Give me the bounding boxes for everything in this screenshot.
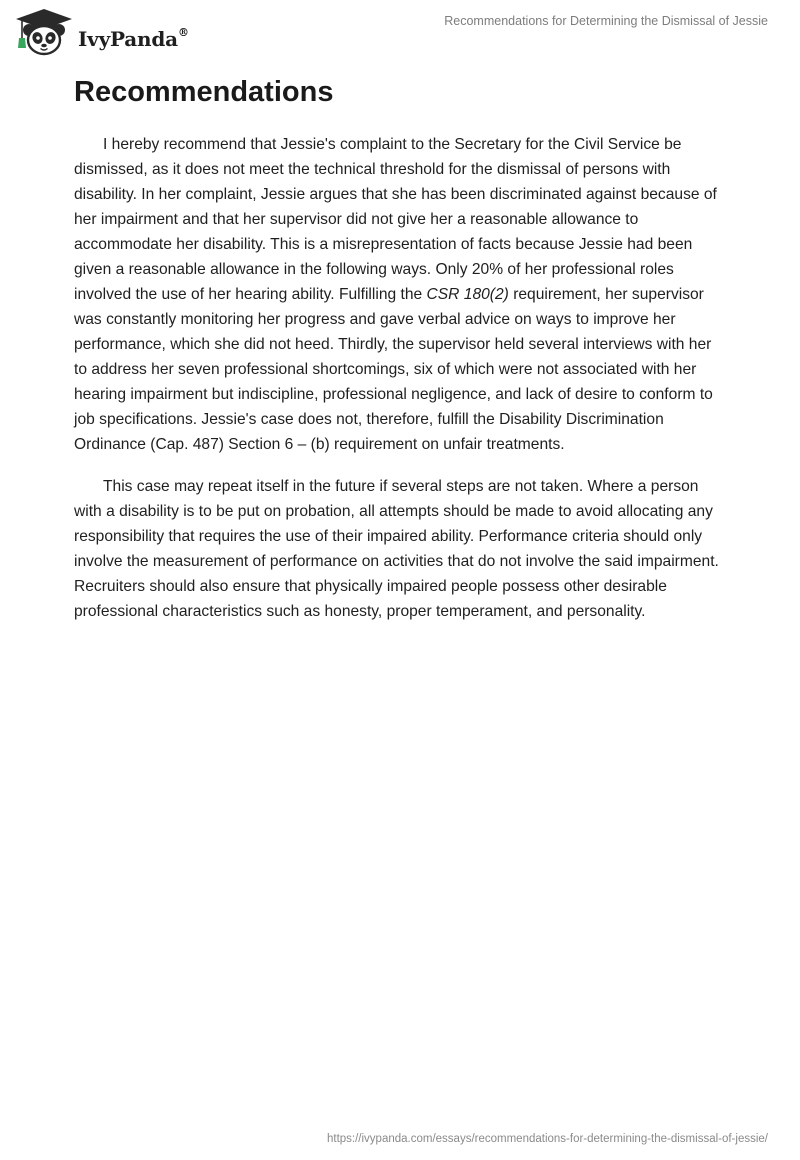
panda-graduate-icon — [14, 8, 74, 56]
paragraph-1-text-b: requirement, her supervisor was constantly monitoring her progress and gave verbal advice on ways to improve her performance, which she did not heed. Thirdly, the supervisor held several interviews with her to address her seven professional shortcomings, six of which were not associated with her hearing impairment but indiscipline, professional negligence, and lack of desire to conform to job specifications. Jessie's case does not, therefore, fulfill the Disability Discrimination Ordinance (Cap. 487) Section 6 – (b) requirement on unfair treatments. — [74, 286, 713, 453]
page-title: Recommendations — [74, 76, 334, 108]
article — [74, 72, 726, 641]
brand-name: IvyPanda® — [78, 26, 189, 51]
running-title: Recommendations for Determining the Dismissal of Jessie — [444, 14, 768, 28]
registered-mark: ® — [177, 26, 189, 40]
paragraph-1 — [74, 132, 726, 457]
paragraph-1-text-a: I hereby recommend that Jessie's complaint to the Secretary for the Civil Service be dismissed, as it does not meet the technical threshold for the dismissal of persons with disability. In her complaint, Jessie argues that she has been discriminated against because of her impairment and that her supervisor did not give her a reasonable allowance to accommodate her disability. This is a misrepresentation of facts because Jessie had been given a reasonable allowance in the following ways. Only 20% of her professional roles involved the use of her hearing ability. Fulfilling the — [74, 136, 717, 303]
csr-reference: CSR 180(2) — [426, 286, 509, 303]
paragraph-2: This case may repeat itself in the future if several steps are not taken. Where a person with a disability is to be put on probation, all attempts should be made to avoid allocating any responsibility that requires the use of their impaired ability. Performance criteria should only involve the measurement of performance on activities that do not involve the said impairment. Recruiters should also ensure that physically impaired people possess other desirable professional characteristics such as honesty, proper temperament, and personality. — [74, 478, 719, 620]
page-header — [0, 0, 800, 62]
source-url[interactable]: https://ivypanda.com/essays/recommendations-for-determining-the-dismissal-of-jessie/ — [326, 1133, 768, 1145]
ivypanda-logo-link[interactable] — [14, 8, 204, 56]
